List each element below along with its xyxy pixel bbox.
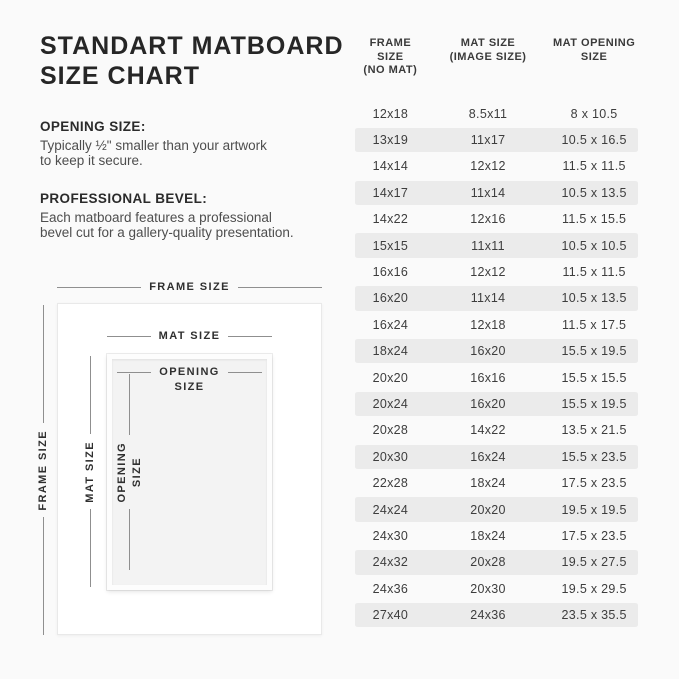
cell-mat-size: 11x11 bbox=[471, 238, 505, 253]
frame-size-label-text: FRAME SIZE bbox=[149, 281, 230, 293]
cell-frame-size: 16x20 bbox=[372, 291, 409, 306]
size-table-body bbox=[355, 101, 638, 629]
cell-frame-size: 24x24 bbox=[372, 502, 409, 517]
cell-frame-size: 22x28 bbox=[372, 476, 409, 491]
cell-mat-opening: 10.5 x 13.5 bbox=[561, 185, 627, 200]
label-line bbox=[90, 509, 91, 587]
table-row bbox=[355, 101, 638, 127]
cell-frame-size: 20x28 bbox=[372, 423, 409, 438]
cell-frame-size: 14x17 bbox=[372, 185, 409, 200]
table-row bbox=[355, 364, 638, 390]
cell-frame-size: 24x36 bbox=[372, 581, 409, 596]
cell-mat-size: 12x18 bbox=[470, 317, 506, 332]
table-row bbox=[355, 444, 638, 470]
mat-size-label-text: MAT SIZE bbox=[158, 330, 221, 342]
cell-frame-size: 14x22 bbox=[372, 212, 409, 227]
table-row bbox=[355, 232, 638, 258]
cell-mat-size: 12x12 bbox=[470, 159, 506, 174]
cell-mat-size: 16x20 bbox=[470, 344, 506, 359]
table-row bbox=[355, 127, 638, 153]
section-opening-size-heading: OPENING SIZE: bbox=[40, 119, 146, 134]
label-line bbox=[228, 336, 272, 337]
label-line bbox=[90, 356, 91, 434]
cell-mat-size: 20x30 bbox=[470, 581, 506, 596]
frame-size-label-text: FRAME SIZE bbox=[37, 429, 49, 511]
label-line bbox=[129, 509, 130, 570]
cell-mat-size: 18x24 bbox=[470, 528, 506, 543]
page-title-line1: STANDART MATBOARD bbox=[40, 32, 344, 60]
table-row bbox=[355, 312, 638, 338]
table-row bbox=[355, 470, 638, 496]
cell-mat-size: 12x12 bbox=[470, 265, 506, 280]
cell-mat-opening: 11.5 x 15.5 bbox=[562, 212, 627, 227]
cell-mat-opening: 11.5 x 17.5 bbox=[562, 317, 627, 332]
cell-mat-opening: 19.5 x 29.5 bbox=[561, 581, 627, 596]
table-row bbox=[355, 153, 638, 179]
section-professional-bevel bbox=[40, 191, 340, 240]
cell-mat-opening: 19.5 x 27.5 bbox=[561, 555, 627, 570]
label-line bbox=[43, 305, 44, 423]
section-professional-bevel-text: bevel cut for a gallery-quality presentation. bbox=[40, 224, 294, 240]
cell-frame-size: 16x16 bbox=[372, 265, 409, 280]
cell-mat-opening: 11.5 x 11.5 bbox=[562, 265, 626, 280]
cell-frame-size: 20x20 bbox=[372, 370, 409, 385]
section-opening-size-text: Typically ½" smaller than your artwork bbox=[40, 138, 267, 153]
table-row bbox=[355, 206, 638, 232]
table-row bbox=[355, 180, 638, 206]
cell-mat-size: 16x24 bbox=[470, 449, 506, 464]
cell-mat-opening: 15.5 x 15.5 bbox=[561, 370, 627, 385]
cell-mat-opening: 23.5 x 35.5 bbox=[561, 608, 627, 623]
cell-mat-size: 11x14 bbox=[470, 291, 506, 306]
frame-size-label-vertical bbox=[36, 305, 50, 635]
cell-frame-size: 18x24 bbox=[372, 344, 409, 359]
opening-size-label-text: OPENING bbox=[115, 441, 128, 503]
table-row bbox=[355, 576, 638, 602]
col-header-mat-opening: MAT OPENING SIZE bbox=[552, 37, 636, 63]
label-line bbox=[228, 372, 262, 373]
cell-mat-opening: 10.5 x 10.5 bbox=[561, 238, 627, 253]
frame-size-label-horizontal bbox=[57, 281, 322, 293]
cell-mat-opening: 10.5 x 13.5 bbox=[561, 291, 627, 306]
cell-mat-opening: 15.5 x 19.5 bbox=[561, 396, 627, 411]
cell-mat-size: 16x16 bbox=[470, 370, 506, 385]
table-row bbox=[355, 285, 638, 311]
size-table-header bbox=[355, 34, 638, 78]
page-title bbox=[40, 31, 344, 91]
label-line bbox=[238, 287, 322, 288]
table-row bbox=[355, 496, 638, 522]
cell-mat-size: 11x17 bbox=[470, 133, 506, 148]
section-professional-bevel-heading: PROFESSIONAL BEVEL: bbox=[40, 191, 208, 206]
col-header-mat-size: MAT SIZE (IMAGE SIZE) bbox=[449, 37, 527, 63]
cell-mat-size: 20x20 bbox=[470, 502, 506, 517]
opening-size-label-text: OPENING bbox=[159, 366, 220, 378]
cell-mat-opening: 17.5 x 23.5 bbox=[561, 476, 627, 491]
cell-mat-opening: 10.5 x 16.5 bbox=[561, 133, 627, 148]
cell-mat-size: 12x16 bbox=[470, 212, 506, 227]
cell-frame-size: 24x30 bbox=[372, 528, 409, 543]
cell-mat-opening: 15.5 x 23.5 bbox=[561, 449, 627, 464]
opening-size-label-text: SIZE bbox=[174, 381, 205, 393]
cell-mat-opening: 13.5 x 21.5 bbox=[561, 423, 627, 438]
mat-size-label-vertical bbox=[83, 356, 97, 587]
size-table bbox=[355, 34, 638, 628]
label-line bbox=[107, 336, 151, 337]
cell-frame-size: 27x40 bbox=[372, 608, 409, 623]
label-line bbox=[43, 517, 44, 635]
label-line bbox=[129, 374, 130, 435]
cell-frame-size: 24x32 bbox=[372, 555, 409, 570]
mat-size-label-text: MAT SIZE bbox=[84, 440, 96, 503]
cell-frame-size: 15x15 bbox=[372, 238, 409, 253]
cell-frame-size: 20x30 bbox=[372, 449, 409, 464]
table-row bbox=[355, 523, 638, 549]
cell-mat-opening: 15.5 x 19.5 bbox=[561, 344, 627, 359]
opening-size-label-text: SIZE bbox=[130, 456, 143, 488]
cell-mat-size: 20x28 bbox=[470, 555, 506, 570]
table-row bbox=[355, 602, 638, 628]
opening-size-label-vertical bbox=[114, 374, 144, 570]
section-professional-bevel-text: Each matboard features a professional bbox=[40, 210, 272, 225]
cell-mat-size: 18x24 bbox=[470, 476, 506, 491]
cell-mat-opening: 11.5 x 11.5 bbox=[562, 159, 626, 174]
page-title-line2: SIZE CHART bbox=[40, 62, 200, 90]
cell-frame-size: 13x19 bbox=[372, 133, 409, 148]
cell-mat-opening: 17.5 x 23.5 bbox=[561, 528, 627, 543]
cell-frame-size: 12x18 bbox=[372, 106, 409, 121]
cell-frame-size: 16x24 bbox=[372, 317, 409, 332]
label-line bbox=[117, 372, 151, 373]
cell-mat-size: 16x20 bbox=[470, 396, 506, 411]
cell-mat-size: 11x14 bbox=[470, 185, 506, 200]
table-row bbox=[355, 417, 638, 443]
cell-mat-size: 24x36 bbox=[470, 608, 506, 623]
cell-frame-size: 14x14 bbox=[372, 159, 409, 174]
cell-mat-size: 14x22 bbox=[470, 423, 506, 438]
col-header-frame-size: FRAME SIZE (NO MAT) bbox=[363, 37, 418, 76]
section-opening-size-text: to keep it secure. bbox=[40, 152, 143, 168]
table-row bbox=[355, 549, 638, 575]
table-row bbox=[355, 391, 638, 417]
section-opening-size bbox=[40, 119, 340, 168]
mat-size-label-horizontal bbox=[107, 330, 272, 342]
table-row bbox=[355, 259, 638, 285]
cell-mat-opening: 19.5 x 19.5 bbox=[561, 502, 627, 517]
label-line bbox=[57, 287, 141, 288]
cell-frame-size: 20x24 bbox=[372, 396, 409, 411]
table-row bbox=[355, 338, 638, 364]
cell-mat-opening: 8 x 10.5 bbox=[570, 106, 618, 121]
cell-mat-size: 8.5x11 bbox=[468, 106, 508, 121]
